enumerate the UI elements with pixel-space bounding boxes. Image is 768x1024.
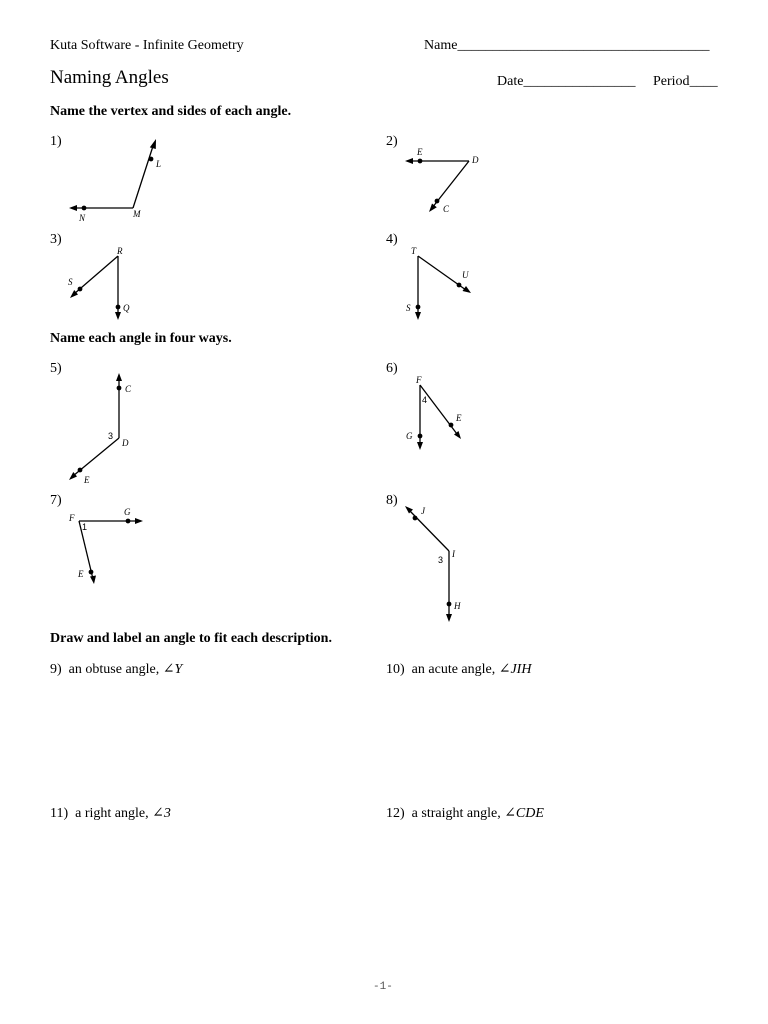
- problem-number: 9): [50, 662, 62, 677]
- vertex-label: R: [117, 246, 123, 256]
- page-title: Naming Angles: [50, 67, 169, 88]
- angle-name: ∠Y: [162, 662, 183, 677]
- point-label: G: [124, 507, 131, 517]
- vertex-label: F: [416, 375, 422, 385]
- problem-text: a straight angle,: [411, 806, 505, 821]
- problem-number: 10): [386, 662, 405, 677]
- problem-number: 11): [50, 806, 69, 821]
- problem-number: 12): [386, 806, 405, 821]
- point-dot: [447, 602, 452, 607]
- angle-name: ∠JIH: [498, 662, 532, 677]
- point-label: C: [443, 204, 450, 214]
- problem-number: 6): [386, 361, 398, 376]
- name-label: Name: [424, 38, 458, 53]
- problem-11: [50, 805, 171, 822]
- vertex-label: M: [133, 209, 141, 219]
- angle-name: ∠CDE: [504, 806, 544, 821]
- point-label: S: [406, 303, 411, 313]
- section-instruction-2: Name each angle in four ways.: [50, 331, 232, 346]
- point-label: S: [68, 277, 73, 287]
- point-label: E: [78, 569, 84, 579]
- problem-number: 1): [50, 134, 62, 149]
- name-blank: ____________________________________: [457, 38, 710, 53]
- problem-number: 4): [386, 232, 398, 247]
- problem-text: an obtuse angle,: [68, 662, 163, 677]
- point-label: N: [79, 213, 86, 223]
- point-label: E: [456, 413, 462, 423]
- vertex-label: T: [411, 246, 417, 256]
- period-label: Period: [653, 74, 690, 89]
- problem-text: a right angle,: [75, 806, 153, 821]
- vertex-label: F: [69, 513, 75, 523]
- section-instruction-1: Name the vertex and sides of each angle.: [50, 104, 292, 119]
- point-label: E: [84, 475, 90, 485]
- date-blank: ________________: [523, 74, 636, 89]
- point-label: E: [417, 147, 423, 157]
- vertex-label: D: [472, 155, 479, 165]
- arrowhead: [446, 614, 452, 622]
- point-label: C: [125, 384, 132, 394]
- page-number: -1-: [373, 981, 393, 993]
- angle-number: 1: [82, 522, 88, 532]
- point-label: H: [454, 601, 461, 611]
- worksheet-source: Kuta Software - Infinite Geometry: [50, 38, 244, 53]
- section-instruction-3: Draw and label an angle to fit each description.: [50, 631, 332, 646]
- period-blank: ____: [689, 74, 718, 89]
- angle-number: 3: [108, 431, 114, 441]
- problem-number: 5): [50, 361, 62, 376]
- angle-number: 4: [422, 395, 428, 405]
- problem-12: [386, 805, 544, 822]
- problem-9: [50, 661, 182, 678]
- point-label: L: [156, 159, 162, 169]
- point-label: J: [421, 506, 425, 516]
- problem-number: 2): [386, 134, 398, 149]
- angle-name: ∠3: [152, 806, 171, 821]
- problem-number: 7): [50, 493, 62, 508]
- angle-number: 3: [438, 555, 444, 565]
- point-label: U: [462, 270, 469, 280]
- problem-10: [386, 661, 531, 678]
- point-label: G: [406, 431, 413, 441]
- problem-text: an acute angle,: [411, 662, 499, 677]
- point-dot: [413, 516, 418, 521]
- vertex-label: I: [452, 549, 455, 559]
- problem-number: 3): [50, 232, 62, 247]
- point-label: Q: [123, 303, 130, 313]
- date-label: Date: [497, 74, 524, 89]
- problem-number: 8): [386, 493, 398, 508]
- vertex-label: D: [122, 438, 129, 448]
